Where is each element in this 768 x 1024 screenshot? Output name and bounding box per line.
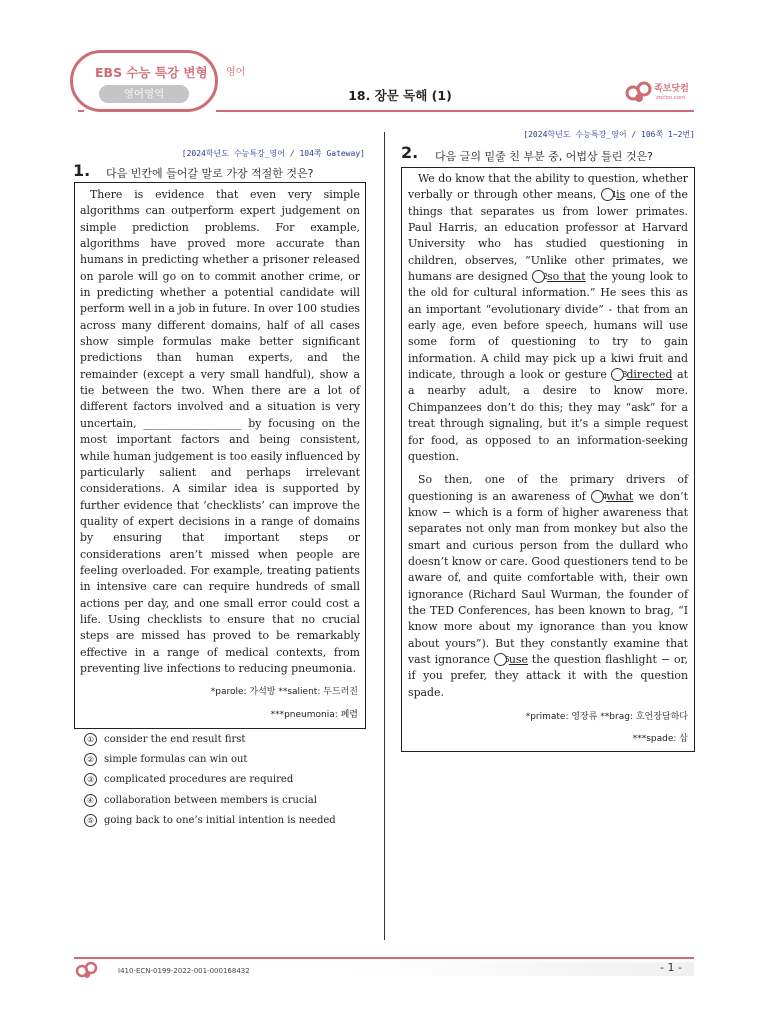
q2-paragraph-1	[408, 171, 688, 465]
choice-number: ④	[84, 794, 97, 807]
choice-text: consider the end result first	[104, 733, 246, 745]
subject-label: 영어	[226, 67, 246, 78]
choice-text: collaboration between members is crucial	[104, 794, 317, 806]
q1-footnote-2: ***pneumonia: 폐렴	[270, 710, 358, 720]
q2-passage	[408, 171, 688, 701]
marker-3: 3	[611, 368, 624, 381]
page-title: 18. 장문 독해 (1)	[348, 88, 452, 103]
q2-p2-text: the question flashlight − or, if you prefer, they attack it with the question spade.	[408, 652, 688, 699]
column-divider	[384, 132, 385, 940]
q1-text-after-blank: by focusing on the most important factors and being consistent, while human judgement is too easily influenced by particularly salient and perhaps irrelevant considerations. A similar idea is supported by further evidence that ‘checklists’ can improve the quality of expert decisions in a range of domains by ensuring that important steps or considerations aren’t missed when people are feeling overloaded. For example, treating patients in intensive care can require hundreds of small actions per day, and one small error could cost a life. Using checklists to ensure that no crucial steps are missed has proved to be remarkably effective in a range of medical contexts, from preventing live infections to reducing pneumonia.	[80, 416, 360, 675]
page-number: - 1 -	[660, 961, 682, 974]
header-rule	[216, 110, 694, 112]
choice-4[interactable]	[84, 790, 374, 810]
q1-paragraph	[80, 187, 360, 677]
marker-1: 1	[601, 188, 614, 201]
choice-text: complicated procedures are required	[104, 774, 294, 786]
q1-blank: __________________	[143, 416, 242, 430]
q1-text-before-blank: There is evidence that even very simple algorithms can outperform expert judgement on simple prediction problems. For example, algorithms have proved more accurate than humans in predicting whether a prisoner released on parole will go on to commit another crime, or in predicting whether a potential candidate will perform well in a job in future. In over 100 studies across many different domains, half of all cases show simple formulas make better significant predictions than human experts, and the remainder (except a very small handful), show a tie between the two. When there are a lot of different factors involved and a situation is very uncertain,	[80, 188, 360, 430]
footer-rule	[74, 957, 694, 959]
q2-p1-text: at a nearby adult, a desire to know more. Chimpanzees don’t do this; they may “ask” for a treat through signaling, but it’s a simple request for food, as opposed to an information-seeking question.	[408, 368, 688, 463]
header-rule-left	[78, 110, 84, 112]
q2-source: [2024학년도 수능특강_영어 / 106쪽 1~2번]	[523, 130, 695, 139]
q2-p1-text: the young look to the old for cultural information.” He sees this as an important “evolutionary divide” - that from an early age, even before speech, humans will use some form of questioning to try to gain information. A child may pick up a kiwi fruit and indicate, through a look or gesture	[408, 270, 689, 382]
marker-4: 4	[591, 490, 604, 503]
underlined-2: so that	[547, 270, 586, 284]
underlined-4: what	[606, 489, 634, 503]
marker-2: 2	[532, 270, 545, 283]
q1-choices	[84, 729, 374, 830]
underlined-5: use	[508, 652, 528, 666]
choice-1[interactable]	[84, 729, 374, 749]
choice-text: going back to one’s initial intention is needed	[104, 814, 336, 826]
underlined-3: directed	[626, 368, 673, 382]
choice-number: ⑤	[84, 814, 97, 827]
logo-name: 족보닷컴	[654, 84, 689, 94]
choice-number: ①	[84, 733, 97, 746]
q2-footnote-1: *primate: 영장류 **brag: 호언장담하다	[525, 712, 688, 722]
q2-prompt: 다음 글의 밑줄 친 부분 중, 어법상 틀린 것은?	[435, 150, 653, 163]
badge-title: EBS 수능 특강 변형	[95, 65, 208, 80]
q1-passage	[80, 187, 360, 677]
q2-p1-text: We do know that the ability to question, whether verbally or through other means,	[408, 172, 688, 202]
q1-number: 1.	[73, 161, 91, 180]
underlined-1: is	[616, 188, 626, 202]
choice-text: simple formulas can win out	[104, 753, 248, 765]
choice-2[interactable]	[84, 749, 374, 769]
footer-band	[350, 962, 694, 976]
q1-source: [2024학년도 수능특강_영어 / 104쪽 Gateway]	[181, 149, 365, 158]
q2-footnote-2: ***spade: 삽	[632, 734, 688, 744]
logo-url: zocbo.com	[656, 95, 686, 101]
q1-footnote-1: *parole: 가석방 **salient: 두드러진	[210, 687, 358, 697]
footer-logo-icon	[74, 961, 104, 981]
choice-number: ③	[84, 773, 97, 786]
q1-prompt: 다음 빈칸에 들어갈 말로 가장 적절한 것은?	[106, 167, 314, 180]
marker-5: 5	[494, 653, 507, 666]
badge-pill: 영어영역	[99, 85, 189, 103]
choice-number: ②	[84, 753, 97, 766]
choice-5[interactable]	[84, 810, 374, 830]
q2-paragraph-2	[408, 472, 688, 701]
choice-3[interactable]	[84, 770, 374, 790]
q2-p1-text: one of the things that separates us from lower primates. Paul Harris, an education professor at Harvard University who has studied questioning in children, observes, “Unlike other primates, we humans are designed	[408, 188, 688, 284]
document-code: I410-ECN-0199-2022-001-000168432	[118, 967, 250, 975]
q2-p2-text: we don’t know − which is a form of higher awareness that separates not only man from monkey but also the smart and curious person from the dullard who doesn’t know or care. Good questioners tend to be aware of, and quite comfortable with, their own ignorance (Richard Saul Wurman, the founder of the TED Conferences, has been known to brag, “I know more about my ignorance than you know about yours”). But they constantly examine that vast ignorance	[408, 489, 689, 666]
q2-number: 2.	[401, 143, 419, 162]
q2-p2-text: So then, one of the primary drivers of questioning is an awareness of	[408, 473, 688, 503]
